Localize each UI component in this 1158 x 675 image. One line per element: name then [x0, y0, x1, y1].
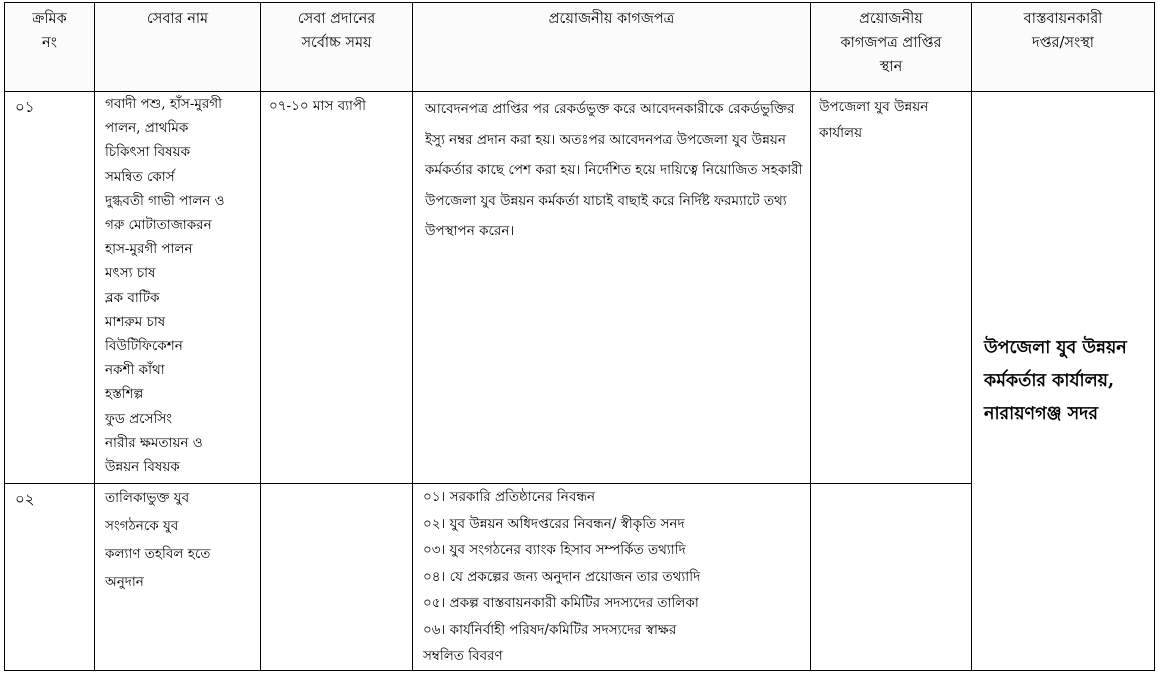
row-number: ০২ [5, 484, 95, 671]
header-docs-place: প্রয়োজনীয় কাগজপত্র প্রাপ্তির স্থান [811, 3, 972, 92]
header-implementing-office: বাস্তবায়নকারী দপ্তর/সংস্থা [972, 3, 1155, 92]
required-docs-cell: ০১। সরকারি প্রতিষ্ঠানের নিবন্ধন ০২। যুব উন্নয়ন অধিদপ্তরের নিবন্ধন/ স্বীকৃতি সনদ ০৩। যুব সংগঠনের ব্যাংক হিসাব সম্পর্কিত তথ্যাদি ০৪। যে প্রকল্পের জন্য অনুদান প্রয়োজন তার তথ্যাদি ০৫। প্রকল্প বাস্তবায়নকারী কমিটির সদস্যদের তালিকা ০৬। কার্যনির্বাহী পরিষদ/কমিটির সদস্যদের স্বাক্ষর সম্বলিত বিবরণ [413, 484, 811, 671]
service-name-cell: তালিকাভুক্ত যুব সংগঠনকে যুব কল্যাণ তহবিল হতে অনুদান [95, 484, 261, 671]
header-service-name: সেবার নাম [95, 3, 261, 92]
duration-cell [261, 484, 413, 671]
row-number: ০১ [5, 92, 95, 484]
docs-place-cell: উপজেলা যুব উন্নয়ন কার্যালয় [811, 92, 972, 484]
implementing-office-cell: উপজেলা যুব উন্নয়ন কর্মকর্তার কার্যালয়, নারায়ণগঞ্জ সদর [972, 92, 1155, 671]
duration-cell: ০৭-১০ মাস ব্যাপী [261, 92, 413, 484]
header-row [5, 3, 1155, 92]
docs-place-cell [811, 484, 972, 671]
header-max-time: সেবা প্রদানের সর্বোচ্চ সময় [261, 3, 413, 92]
header-serial: ক্রমিক নং [5, 3, 95, 92]
required-docs-cell: আবেদনপত্র প্রাপ্তির পর রেকর্ডভুক্ত করে আবেদনকারীকে রেকর্ডভুক্তির ইস্যু নম্বর প্রদান করা হয়। অতঃপর আবেদনপত্র উপজেলা যুব উন্নয়ন কর্মকর্তার কাছে পেশ করা হয়। নির্দেশিত হয়ে দায়িত্বে নিয়োজিত সহকারী উপজেলা যুব উন্নয়ন কর্মকর্তা যাচাই বাছাই করে নির্দিষ্ট ফরম্যাটে তথ্য উপস্থাপন করেন। [413, 92, 811, 484]
table-row [5, 92, 1155, 484]
service-name-cell: গবাদী পশু, হাঁস-মুরগী পালন, প্রাথমিক চিকিৎসা বিষয়ক সমন্বিত কোর্স দুগ্ধবতী গাভী পালন ও গরু মোটাতাজাকরন হাস-মুরগী পালন মৎস্য চাষ ব্লক বাটিক মাশরুম চাষ বিউটিফিকেশন নকশী কাঁথা হস্তশিল্প ফুড প্রসেসিং নারীর ক্ষমতায়ন ও উন্নয়ন বিষয়ক [95, 92, 261, 484]
service-table [4, 2, 1155, 671]
header-required-docs: প্রয়োজনীয় কাগজপত্র [413, 3, 811, 92]
